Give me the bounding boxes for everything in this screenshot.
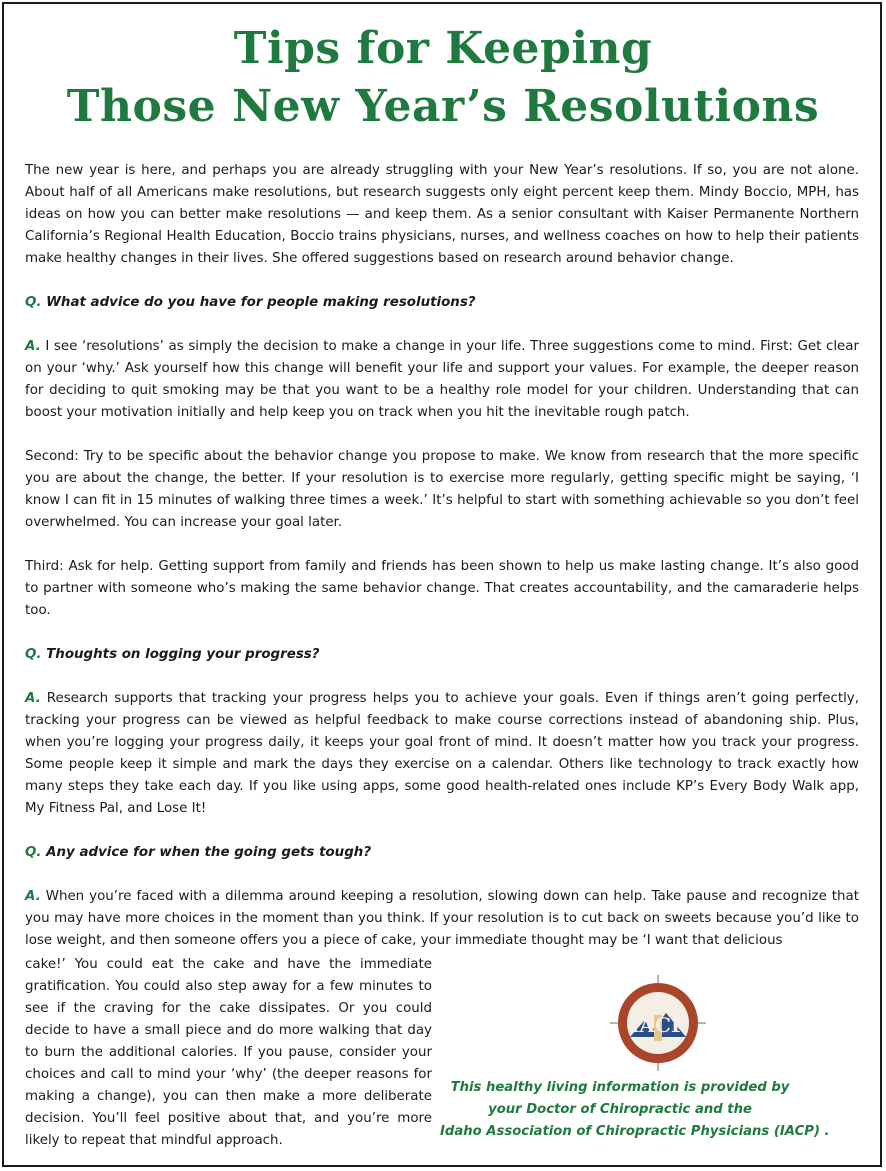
logo-letters: IACP — [630, 1013, 686, 1037]
credit-line-3: Idaho Association of Chiropractic Physicians (IACP) . — [440, 1124, 830, 1139]
question-text: Thoughts on logging your progress? — [46, 647, 320, 662]
answer-2 — [25, 688, 859, 820]
intro-paragraph: The new year is here, and perhaps you are already struggling with your New Year’s resolutions. If so, you are not alone. About half of all Americans make resolutions, but research suggests only eight percent keep them. Mindy Boccio, MPH, has ideas on how you can better make resolutions — and keep them. As a senior consultant with Kaiser Permanente Northern California’s Regional Health Education, Boccio trains physicians, nurses, and wellness coaches on how to help their patients make healthy changes in their lives. She offered suggestions based on research around behavior change. — [25, 163, 859, 266]
answer-marker: A. — [25, 339, 41, 354]
question-text: What advice do you have for people making resolutions? — [46, 295, 476, 310]
question-marker: Q. — [25, 845, 42, 860]
credit-block — [440, 1077, 830, 1143]
question-1 — [25, 292, 859, 314]
answer-text: When you’re faced with a dilemma around keeping a resolution, slowing down can help. Take pause and recognize that you may have more choices in the moment than you think. If your resolution is to cut back on sweets because you’d like to lose weight, and then someone offers you a piece of cake, your immediate thought may be ‘I want that delicious — [25, 889, 860, 948]
answer-text: Research supports that tracking your progress helps you to achieve your goals. Even if things aren’t going perfectly, tracking your progress can be viewed as helpful feedback to make course corrections instead of abandoning ship. Plus, when you’re logging your progress daily, it keeps your goal front of mind. It doesn’t matter how you track your progress. Some people keep it simple and mark the days they exercise on a calendar. Others like technology to track exactly how many steps they take each day. If you like using apps, some good health-related ones include KP’s Every Body Walk app, My Fitness Pal, and Lose It! — [25, 691, 859, 816]
answer-1-paragraph-3: Third: Ask for help. Getting support from family and friends has been shown to help us make lasting change. It’s also good to partner with someone who’s making the same behavior change. That creates accountability, and the camaraderie helps too. — [25, 559, 859, 618]
answer-1-paragraph-2: Second: Try to be specific about the behavior change you propose to make. We know from research that the more specific you are about the change, the better. If your resolution is to exercise more regularly, getting specific might be saying, ‘I know I can fit in 15 minutes of walking three times a week.’ It’s helpful to start with something achievable so you don’t feel overwhelmed. You can increase your goal later. — [25, 449, 859, 530]
iacp-logo — [610, 975, 706, 1071]
question-3 — [25, 842, 859, 864]
answer-3 — [25, 886, 859, 952]
credit-line-1: This healthy living information is provided by — [450, 1080, 790, 1095]
question-marker: Q. — [25, 295, 42, 310]
question-2 — [25, 644, 859, 666]
answer-3-continued: cake!’ You could eat the cake and have the immediate gratification. You could also step away for a few minutes to see if the craving for the cake dissipates. Or you could decide to have a small piece and do more walking that day to burn the additional calories. If you pause, consider your choices and call to mind your ‘why’ (the deeper reasons for making a change), you can then make a more deliberate decision. You’ll feel positive about that, and you’re more likely to repeat that mindful approach. — [25, 957, 432, 1148]
question-text: Any advice for when the going gets tough? — [46, 845, 372, 860]
page-title — [0, 20, 886, 136]
title-line-2: Those New Year’s Resolutions — [66, 81, 820, 132]
article-body — [25, 160, 859, 952]
question-marker: Q. — [25, 647, 42, 662]
answer-marker: A. — [25, 889, 41, 904]
answer-1 — [25, 336, 859, 424]
credit-line-2: your Doctor of Chiropractic and the — [488, 1102, 752, 1117]
title-line-1: Tips for Keeping — [233, 23, 653, 74]
answer-marker: A. — [25, 691, 41, 706]
answer-text: I see ‘resolutions’ as simply the decision to make a change in your life. Three suggestions come to mind. First: Get clear on your ‘why.’ Ask yourself how this change will benefit your life and support your values. For example, the deeper reason for deciding to quit smoking may be that you want to be a healthy role model for your children. Understanding that can boost your motivation initially and help keep you on track when you hit the inevitable rough patch. — [25, 339, 859, 420]
